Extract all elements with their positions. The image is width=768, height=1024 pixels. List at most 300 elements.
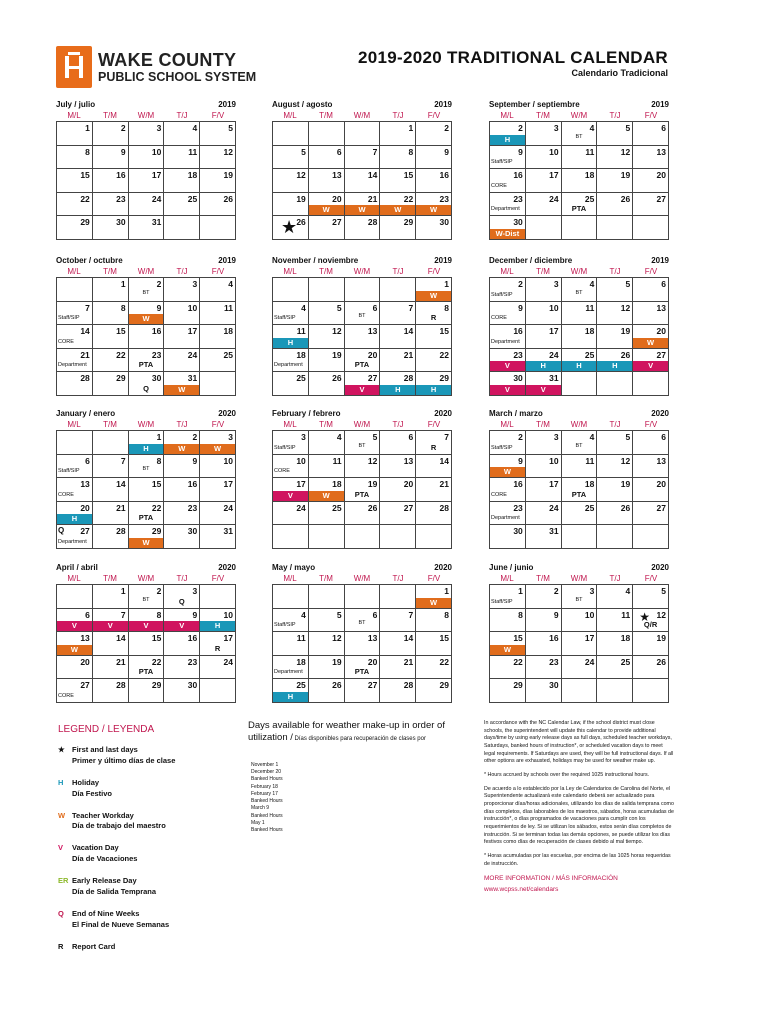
weekday-label: W/M bbox=[353, 574, 371, 583]
day-cell bbox=[93, 502, 129, 526]
day-number: 31 bbox=[151, 217, 162, 227]
day-number: 21 bbox=[116, 502, 126, 513]
day-cell bbox=[345, 122, 381, 146]
month-calendar bbox=[489, 100, 669, 240]
day-label: R bbox=[214, 643, 221, 653]
day-number: 13 bbox=[656, 146, 666, 157]
weekday-label: F/V bbox=[427, 111, 441, 120]
day-number: 26 bbox=[332, 373, 342, 383]
day-cell bbox=[345, 216, 381, 240]
day-number: 22 bbox=[116, 349, 126, 360]
day-marker: H bbox=[273, 692, 308, 702]
day-number: 7 bbox=[372, 146, 378, 157]
day-number: 8 bbox=[518, 609, 523, 620]
day-number: 16 bbox=[513, 479, 523, 489]
day-number: 27 bbox=[332, 217, 342, 227]
day-cell bbox=[562, 146, 598, 170]
weekday-label: T/M bbox=[536, 574, 550, 583]
day-cell bbox=[526, 122, 562, 146]
day-cell bbox=[490, 193, 526, 217]
day-cell bbox=[129, 502, 165, 526]
day-number: 3 bbox=[228, 432, 233, 442]
weekday-label: F/V bbox=[211, 267, 225, 276]
day-number: 26 bbox=[620, 349, 631, 360]
day-cell bbox=[380, 349, 416, 373]
day-cell bbox=[57, 431, 93, 455]
day-marker: W bbox=[57, 645, 92, 655]
day-cell bbox=[597, 349, 633, 373]
day-cell bbox=[273, 585, 309, 609]
day-number: 10 bbox=[549, 302, 559, 313]
day-note: Department bbox=[491, 206, 520, 212]
weekday-label: M/L bbox=[500, 111, 514, 120]
day-cell bbox=[416, 585, 452, 609]
day-cell bbox=[345, 525, 381, 549]
banked-time-label: BT bbox=[575, 289, 583, 296]
day-cell bbox=[129, 278, 165, 302]
day-cell bbox=[526, 216, 562, 240]
day-cell bbox=[309, 679, 345, 703]
day-number: 13 bbox=[80, 479, 90, 489]
day-cell bbox=[164, 679, 200, 703]
month-calendar bbox=[489, 256, 669, 396]
day-cell bbox=[309, 431, 345, 455]
day-number: 11 bbox=[585, 146, 595, 157]
day-cell bbox=[597, 455, 633, 479]
day-number: 30 bbox=[151, 373, 162, 383]
day-cell bbox=[129, 216, 165, 240]
weekday-label: T/M bbox=[319, 111, 333, 120]
legend-item bbox=[58, 876, 238, 898]
month-grid bbox=[56, 277, 236, 396]
day-number: 26 bbox=[620, 502, 631, 513]
day-cell bbox=[633, 302, 669, 326]
legend-symbol: H bbox=[58, 777, 64, 787]
day-number: 24 bbox=[584, 656, 595, 667]
month-grid bbox=[489, 584, 669, 703]
month-name: December / diciembre bbox=[489, 256, 573, 265]
day-cell bbox=[200, 609, 236, 633]
day-number: 21 bbox=[80, 349, 90, 360]
day-cell bbox=[200, 325, 236, 349]
legend-item bbox=[58, 811, 238, 833]
day-number: 25 bbox=[187, 193, 198, 204]
weekday-label: M/L bbox=[283, 420, 297, 429]
day-number: 2 bbox=[518, 432, 523, 442]
notes-p1: In accordance with the NC Calendar Law, if the school district must close schools, the superintendent will update this calendar to provide additional days/time by using early release days as full days, scheduled teacher workdays, Saturdays, banked hours of instruction*, or scheduled vacation days to meet legal requirements. If Saturdays are used, they will be full instructional days. If all other options are exhausted, holidays may be used for weather make up. bbox=[484, 720, 674, 765]
day-cell bbox=[93, 193, 129, 217]
day-cell bbox=[309, 216, 345, 240]
day-label: PTA bbox=[138, 360, 154, 369]
legend-title: LEGEND / LEYENDA bbox=[58, 724, 155, 735]
day-cell bbox=[416, 193, 452, 217]
day-number: 7 bbox=[408, 609, 414, 620]
day-cell bbox=[345, 502, 381, 526]
page-title: 2019-2020 TRADITIONAL CALENDAR bbox=[357, 48, 668, 67]
day-cell bbox=[273, 349, 309, 373]
weekday-header bbox=[489, 420, 669, 430]
day-cell bbox=[273, 193, 309, 217]
day-cell bbox=[380, 372, 416, 396]
day-cell bbox=[200, 193, 236, 217]
month-grid bbox=[56, 121, 236, 240]
day-number: 1 bbox=[444, 586, 449, 596]
day-number: 9 bbox=[192, 455, 198, 466]
day-number: 23 bbox=[549, 656, 559, 667]
day-cell bbox=[164, 632, 200, 656]
day-marker: W bbox=[164, 444, 199, 454]
day-number: 9 bbox=[192, 609, 198, 620]
day-number: 16 bbox=[116, 170, 126, 180]
day-number: 15 bbox=[513, 633, 523, 643]
day-label: PTA bbox=[354, 667, 370, 676]
month-grid bbox=[489, 277, 669, 396]
day-number: 29 bbox=[151, 680, 162, 690]
day-number: 25 bbox=[584, 349, 595, 360]
day-cell bbox=[273, 169, 309, 193]
day-cell bbox=[129, 122, 165, 146]
day-cell bbox=[57, 193, 93, 217]
day-number: 4 bbox=[589, 123, 595, 133]
day-cell bbox=[416, 502, 452, 526]
day-number: 16 bbox=[513, 326, 523, 336]
day-marker: H bbox=[526, 361, 561, 371]
day-number: 30 bbox=[187, 680, 198, 690]
day-cell bbox=[562, 216, 598, 240]
day-cell bbox=[597, 216, 633, 240]
day-number: 12 bbox=[656, 609, 666, 620]
day-cell bbox=[164, 325, 200, 349]
day-cell bbox=[380, 478, 416, 502]
day-number: 15 bbox=[403, 170, 414, 180]
day-number: 18 bbox=[296, 349, 306, 360]
day-cell bbox=[633, 478, 669, 502]
day-cell bbox=[597, 585, 633, 609]
day-cell bbox=[309, 656, 345, 680]
day-number: 23 bbox=[116, 193, 126, 204]
day-cell bbox=[526, 302, 562, 326]
month-year: 2019 bbox=[434, 100, 452, 109]
day-number: 27 bbox=[656, 349, 666, 360]
day-cell bbox=[164, 122, 200, 146]
day-number: 26 bbox=[620, 193, 631, 204]
day-number: 13 bbox=[367, 633, 378, 643]
day-number: 7 bbox=[408, 302, 414, 313]
weekday-header bbox=[272, 267, 452, 277]
day-cell bbox=[526, 325, 562, 349]
makeup-title bbox=[248, 720, 458, 744]
day-number: 12 bbox=[223, 146, 233, 157]
day-note: CORE bbox=[491, 182, 507, 189]
day-number: 14 bbox=[439, 455, 449, 466]
day-cell bbox=[309, 122, 345, 146]
weekday-header bbox=[56, 420, 236, 430]
day-number: 20 bbox=[367, 656, 378, 667]
day-cell bbox=[57, 216, 93, 240]
day-cell bbox=[57, 325, 93, 349]
weekday-label: W/M bbox=[353, 111, 371, 120]
day-cell bbox=[200, 216, 236, 240]
day-cell bbox=[345, 656, 381, 680]
day-number: 3 bbox=[553, 123, 559, 133]
day-cell bbox=[562, 372, 598, 396]
day-cell bbox=[200, 656, 236, 680]
day-cell bbox=[490, 585, 526, 609]
weekday-label: T/J bbox=[609, 267, 621, 276]
day-number: 9 bbox=[518, 146, 523, 157]
day-cell bbox=[200, 679, 236, 703]
day-number: 31 bbox=[549, 373, 559, 383]
day-cell bbox=[200, 525, 236, 549]
day-label: R bbox=[430, 313, 437, 322]
day-marker: W bbox=[309, 491, 344, 501]
day-number: 23 bbox=[513, 349, 523, 360]
month-grid bbox=[489, 430, 669, 549]
day-number: 10 bbox=[584, 609, 595, 620]
day-number: 22 bbox=[151, 656, 162, 667]
weekday-label: W/M bbox=[570, 420, 588, 429]
day-cell bbox=[309, 609, 345, 633]
weekday-label: F/V bbox=[211, 420, 225, 429]
day-number: 2 bbox=[518, 123, 523, 133]
day-number: 11 bbox=[585, 302, 595, 313]
banked-time-label: BT bbox=[142, 466, 150, 472]
day-number: 17 bbox=[151, 170, 162, 180]
legend-label-en: Vacation Day bbox=[72, 843, 119, 853]
day-number: 1 bbox=[408, 123, 414, 133]
legend-item bbox=[58, 843, 238, 865]
month-name: July / julio bbox=[56, 100, 96, 109]
legend-item bbox=[58, 745, 238, 767]
day-number: 7 bbox=[120, 455, 126, 466]
day-number: 7 bbox=[85, 302, 90, 313]
day-cell bbox=[490, 302, 526, 326]
day-number: 14 bbox=[116, 479, 126, 489]
day-flag: Q bbox=[58, 526, 65, 535]
day-cell bbox=[380, 502, 416, 526]
day-number: 10 bbox=[187, 302, 198, 313]
day-number: 25 bbox=[332, 502, 342, 513]
day-number: 30 bbox=[549, 680, 559, 690]
legend-label-en: Holiday bbox=[72, 777, 100, 787]
day-number: 30 bbox=[187, 526, 198, 536]
day-cell bbox=[93, 302, 129, 326]
day-marker: V bbox=[129, 621, 164, 631]
day-cell bbox=[93, 278, 129, 302]
day-note: Staff/SIP bbox=[58, 468, 80, 474]
weekday-label: T/J bbox=[392, 111, 404, 120]
day-marker: H bbox=[416, 385, 451, 395]
day-marker: H bbox=[380, 385, 415, 395]
day-cell bbox=[309, 525, 345, 549]
day-number: 19 bbox=[223, 170, 233, 180]
day-marker: H bbox=[597, 361, 632, 371]
day-number: 3 bbox=[192, 586, 198, 596]
day-number: 26 bbox=[332, 680, 342, 690]
day-cell bbox=[273, 325, 309, 349]
day-number: 28 bbox=[367, 217, 378, 227]
day-marker: V bbox=[490, 385, 525, 395]
day-number: 3 bbox=[156, 123, 162, 133]
day-number: 20 bbox=[656, 170, 666, 180]
day-number: 12 bbox=[620, 455, 631, 466]
day-cell bbox=[633, 609, 669, 633]
day-marker: W bbox=[129, 538, 164, 548]
day-number: 2 bbox=[192, 432, 198, 442]
day-cell bbox=[164, 502, 200, 526]
day-number: 4 bbox=[625, 586, 631, 596]
makeup-day: February 18 bbox=[251, 783, 278, 790]
day-number: 14 bbox=[80, 326, 90, 336]
day-cell bbox=[345, 349, 381, 373]
day-cell bbox=[562, 431, 598, 455]
day-cell bbox=[57, 302, 93, 326]
day-number: 18 bbox=[620, 633, 631, 643]
weekday-label: W/M bbox=[137, 267, 155, 276]
day-cell bbox=[633, 372, 669, 396]
day-number: 28 bbox=[403, 373, 414, 383]
day-number: 1 bbox=[120, 279, 126, 289]
weekday-header bbox=[272, 111, 452, 121]
day-number: 28 bbox=[439, 502, 449, 513]
day-note: Department bbox=[491, 515, 520, 521]
day-number: 6 bbox=[661, 279, 666, 289]
day-cell bbox=[164, 278, 200, 302]
day-number: 14 bbox=[367, 170, 378, 180]
day-cell bbox=[309, 169, 345, 193]
day-number: 2 bbox=[518, 279, 523, 289]
wcpss-logo bbox=[56, 44, 266, 90]
notes-p3: De acuerdo a lo establecido por la Ley de Calendarios de Carolina del Norte, el Superintendente actualizará este calendario deberá ser actualizado para proporcionar días/horas adicionales, utilizando los días de salida temprana como días completos, días laborables de los maestros, sábados, horas acumuladas de instrucción*, o días programados de vacaciones para cumplir con los requerimientos de ley. Si se utilizan los sábados, estos serán días completos de instrucción. Si se terminan todas las demás opciones, se puede utilizar los días festivos como días de recuperación de clases debido al mal tiempo. bbox=[484, 785, 674, 846]
day-cell bbox=[597, 525, 633, 549]
day-cell bbox=[200, 455, 236, 479]
day-number: 29 bbox=[80, 217, 90, 227]
day-note: Staff/SIP bbox=[274, 622, 296, 628]
day-number: 3 bbox=[192, 279, 198, 289]
weekday-label: M/L bbox=[67, 111, 81, 120]
day-marker: V bbox=[93, 621, 128, 631]
day-note: CORE bbox=[58, 338, 74, 345]
month-year: 2020 bbox=[218, 563, 236, 572]
day-number: 19 bbox=[656, 633, 666, 643]
day-marker: W bbox=[164, 385, 199, 395]
day-number: 29 bbox=[439, 680, 449, 690]
day-cell bbox=[416, 216, 452, 240]
day-note: Staff/SIP bbox=[491, 159, 513, 165]
day-number: 23 bbox=[187, 656, 198, 667]
day-number: 21 bbox=[403, 349, 414, 360]
day-number: 18 bbox=[187, 170, 198, 180]
legend-label-es: Día Festivo bbox=[72, 788, 113, 798]
day-number: 11 bbox=[332, 455, 342, 466]
weekday-label: F/V bbox=[211, 574, 225, 583]
day-number: 5 bbox=[661, 586, 666, 596]
day-number: 25 bbox=[584, 193, 595, 204]
month-year: 2020 bbox=[434, 409, 452, 418]
day-cell bbox=[597, 656, 633, 680]
day-number: 17 bbox=[223, 479, 233, 489]
day-marker: H bbox=[490, 135, 525, 145]
day-cell bbox=[597, 193, 633, 217]
day-number: 12 bbox=[620, 146, 631, 157]
day-marker: W bbox=[380, 205, 415, 215]
weekday-label: T/M bbox=[103, 574, 117, 583]
legend-label-es: Día de trabajo del maestro bbox=[72, 821, 166, 831]
day-cell bbox=[129, 609, 165, 633]
day-number: 13 bbox=[656, 455, 666, 466]
day-number: 2 bbox=[553, 586, 559, 596]
weekday-label: T/M bbox=[103, 267, 117, 276]
day-note: CORE bbox=[58, 692, 74, 699]
day-number: 6 bbox=[372, 302, 378, 313]
day-cell bbox=[597, 372, 633, 396]
day-cell bbox=[273, 146, 309, 170]
day-cell bbox=[526, 372, 562, 396]
weekday-header bbox=[489, 111, 669, 121]
day-cell bbox=[129, 325, 165, 349]
day-number: 12 bbox=[367, 455, 378, 466]
weekday-label: F/V bbox=[644, 111, 658, 120]
legend-label-en: Teacher Workday bbox=[72, 810, 134, 820]
day-cell bbox=[633, 431, 669, 455]
day-marker: H bbox=[200, 621, 235, 631]
day-cell bbox=[273, 502, 309, 526]
day-cell bbox=[562, 656, 598, 680]
day-note: Staff/SIP bbox=[274, 315, 296, 321]
day-cell bbox=[309, 372, 345, 396]
day-cell bbox=[57, 585, 93, 609]
day-cell bbox=[164, 609, 200, 633]
month-calendar bbox=[56, 409, 236, 549]
weekday-header bbox=[489, 267, 669, 277]
day-cell bbox=[345, 609, 381, 633]
day-number: 23 bbox=[151, 349, 162, 360]
day-number: 17 bbox=[187, 326, 198, 336]
day-cell bbox=[526, 349, 562, 373]
weekday-header bbox=[56, 267, 236, 277]
banked-time-label: BT bbox=[358, 313, 366, 319]
day-marker: V bbox=[490, 361, 525, 371]
day-cell bbox=[380, 431, 416, 455]
month-year: 2019 bbox=[218, 256, 236, 265]
day-cell bbox=[490, 325, 526, 349]
day-cell bbox=[490, 372, 526, 396]
day-number: 30 bbox=[513, 217, 523, 227]
more-info-link[interactable]: www.wcpss.net/calendars bbox=[484, 885, 559, 893]
month-year: 2020 bbox=[434, 563, 452, 572]
day-number: 26 bbox=[367, 502, 378, 513]
day-cell bbox=[273, 216, 309, 240]
day-cell bbox=[345, 278, 381, 302]
day-cell bbox=[490, 169, 526, 193]
day-label: Q bbox=[143, 383, 149, 393]
month-year: 2019 bbox=[651, 100, 669, 109]
day-number: 31 bbox=[187, 373, 198, 383]
day-number: 6 bbox=[661, 123, 666, 133]
day-number: 5 bbox=[336, 609, 342, 620]
day-cell bbox=[164, 525, 200, 549]
day-number: 13 bbox=[656, 302, 666, 313]
day-number: 29 bbox=[513, 680, 523, 690]
day-cell bbox=[562, 302, 598, 326]
day-number: 18 bbox=[296, 656, 306, 667]
day-cell bbox=[416, 632, 452, 656]
banked-time-label: BT bbox=[358, 442, 366, 449]
day-cell bbox=[129, 585, 165, 609]
day-cell bbox=[57, 372, 93, 396]
makeup-title-es: Días disponibles para recuperación de clases por bbox=[292, 735, 426, 742]
month-year: 2020 bbox=[651, 563, 669, 572]
